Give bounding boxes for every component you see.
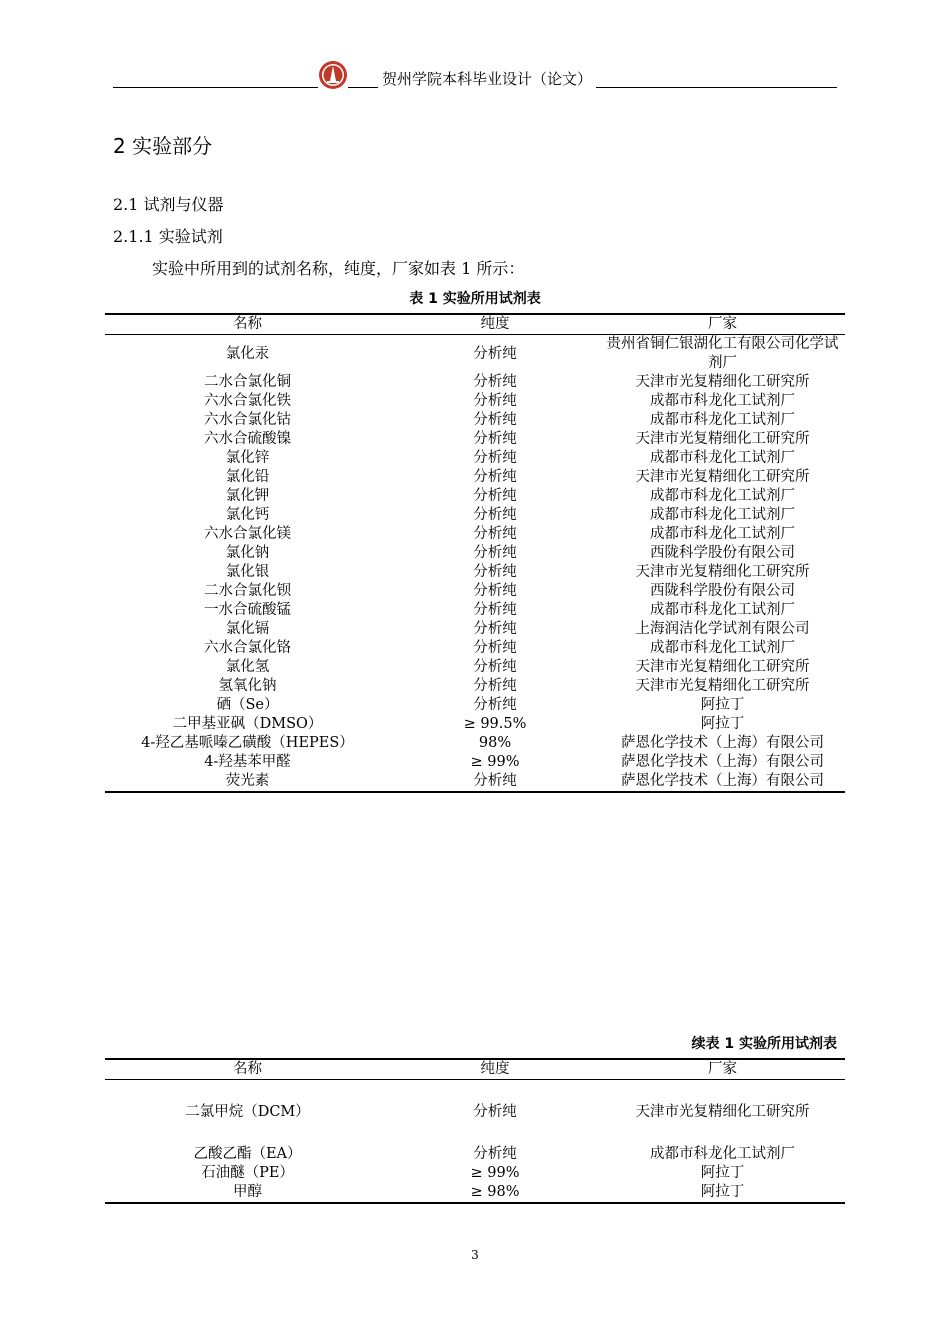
table-row [105, 506, 845, 525]
purity-cell: 分析纯 [473, 526, 517, 542]
purity-cell: ≥ 99% [470, 754, 520, 770]
purity-cell: 分析纯 [390, 772, 600, 792]
table-row [105, 335, 845, 374]
purity-cell: 分析纯 [473, 431, 517, 447]
reagent-name-cell: 氯化铅 [225, 469, 270, 485]
purity-cell: 分析纯 [473, 640, 517, 656]
purity-cell: 分析纯 [473, 602, 517, 618]
manufacturer-cell: 成都市科龙化工试剂厂 [650, 450, 795, 466]
manufacturer-cell: 天津市光复精细化工研究所 [635, 374, 810, 390]
table-row [105, 373, 845, 392]
table-row [105, 392, 845, 411]
table-row [105, 753, 845, 772]
purity-cell: 分析纯 [473, 659, 517, 675]
column-header-name: 名称 [105, 314, 390, 335]
manufacturer-cell: 成都市科龙化工试剂厂 [650, 507, 795, 523]
table-row [105, 1080, 845, 1146]
table-row [105, 582, 845, 601]
subsection-title: 2.1.1 实验试剂 [113, 227, 223, 246]
reagent-name-cell: 氯化银 [225, 564, 270, 580]
manufacturer-cell: 成都市科龙化工试剂厂 [650, 640, 795, 656]
manufacturer-cell: 天津市光复精细化工研究所 [635, 469, 810, 485]
manufacturer-cell: 天津市光复精细化工研究所 [635, 1104, 810, 1120]
section-title: 2.1 试剂与仪器 [113, 195, 224, 214]
page-number: 3 [471, 1248, 479, 1262]
reagent-name-cell: 氯化钙 [225, 507, 270, 523]
manufacturer-cell: 西陇科学股份有限公司 [650, 545, 795, 561]
table-row [105, 449, 845, 468]
purity-cell: 分析纯 [473, 469, 517, 485]
manufacturer-cell: 萨恩化学技术（上海）有限公司 [600, 772, 845, 792]
chapter-title: 2 实验部分 [113, 134, 213, 158]
manufacturer-cell: 成都市科龙化工试剂厂 [650, 412, 795, 428]
manufacturer-cell: 成都市科龙化工试剂厂 [650, 1146, 795, 1162]
purity-cell: 分析纯 [473, 1146, 517, 1162]
purity-cell: 分析纯 [473, 488, 517, 504]
reagent-name-cell: 4-羟基苯甲醛 [204, 754, 291, 770]
reagent-name-cell: 氯化镉 [225, 621, 270, 637]
manufacturer-cell: 成都市科龙化工试剂厂 [650, 488, 795, 504]
reagent-table-continued [105, 1058, 845, 1204]
column-header-name: 名称 [105, 1059, 390, 1080]
table1-caption: 表 1 实验所用试剂表 [409, 291, 541, 307]
reagent-name-cell: 一水合硫酸锰 [204, 602, 291, 618]
manufacturer-cell: 阿拉丁 [700, 716, 745, 732]
reagent-name-cell: 六水合氯化镁 [204, 526, 291, 542]
table-row [105, 658, 845, 677]
manufacturer-cell: 萨恩化学技术（上海）有限公司 [621, 754, 824, 770]
table-row [105, 620, 845, 639]
reagent-name-cell: 二氯甲烷（DCM） [185, 1104, 310, 1120]
table-row [105, 696, 845, 715]
table-row [105, 715, 845, 734]
purity-cell: 分析纯 [473, 450, 517, 466]
manufacturer-cell: 成都市科龙化工试剂厂 [650, 602, 795, 618]
reagent-name-cell: 六水合氯化铁 [204, 393, 291, 409]
manufacturer-cell: 阿拉丁 [700, 1165, 745, 1181]
manufacturer-cell: 阿拉丁 [700, 697, 745, 713]
manufacturer-cell: 天津市光复精细化工研究所 [635, 659, 810, 675]
purity-cell: 分析纯 [473, 1104, 517, 1120]
table-row [105, 601, 845, 620]
reagent-name-cell: 氢氧化钠 [218, 678, 277, 694]
manufacturer-cell: 天津市光复精细化工研究所 [635, 431, 810, 447]
header-title: 贺州学院本科毕业设计（论文） [378, 68, 596, 89]
column-header-manufacturer: 厂家 [600, 314, 845, 335]
purity-cell: ≥ 99% [470, 1165, 520, 1181]
purity-cell: 分析纯 [473, 412, 517, 428]
manufacturer-cell: 西陇科学股份有限公司 [650, 583, 795, 599]
table-row [105, 468, 845, 487]
university-seal-icon [318, 60, 348, 90]
reagent-name-cell: 乙酸乙酯（EA） [193, 1146, 302, 1162]
purity-cell: 分析纯 [473, 393, 517, 409]
table-row [105, 487, 845, 506]
table-row [105, 430, 845, 449]
manufacturer-cell: 上海润洁化学试剂有限公司 [635, 621, 810, 637]
manufacturer-cell: 萨恩化学技术（上海）有限公司 [621, 735, 824, 751]
table-row [105, 411, 845, 430]
table-row [105, 544, 845, 563]
intro-paragraph: 实验中所用到的试剂名称，纯度，厂家如表 1 所示： [152, 259, 525, 278]
purity-cell: 分析纯 [473, 621, 517, 637]
column-header-purity: 纯度 [390, 314, 600, 335]
table-header-row [105, 314, 845, 335]
reagent-name-cell: 甲醇 [105, 1183, 390, 1203]
purity-cell: 分析纯 [473, 545, 517, 561]
table-row [105, 1164, 845, 1183]
reagent-name-cell: 二水合氯化钡 [204, 583, 291, 599]
manufacturer-cell: 阿拉丁 [600, 1183, 845, 1203]
purity-cell: 分析纯 [473, 374, 517, 390]
table-row [105, 1145, 845, 1164]
purity-cell: 分析纯 [473, 564, 517, 580]
purity-cell: 分析纯 [473, 678, 517, 694]
purity-cell: ≥ 98% [390, 1183, 600, 1203]
reagent-name-cell: 氯化汞 [225, 345, 270, 362]
table-row [105, 1183, 845, 1203]
purity-cell: 分析纯 [473, 507, 517, 523]
reagent-name-cell: 氯化钾 [225, 488, 270, 504]
reagent-name-cell: 二甲基亚砜（DMSO） [172, 716, 323, 732]
manufacturer-cell: 贵州省铜仁银湖化工有限公司化学试剂厂 [606, 336, 839, 371]
column-header-manufacturer: 厂家 [600, 1059, 845, 1080]
reagent-name-cell: 六水合硫酸镍 [204, 431, 291, 447]
table2-caption: 续表 1 实验所用试剂表 [691, 1036, 837, 1052]
reagent-table [105, 313, 845, 793]
reagent-name-cell: 二水合氯化铜 [204, 374, 291, 390]
reagent-name-cell: 氯化锌 [225, 450, 270, 466]
purity-cell: 分析纯 [473, 697, 517, 713]
table-row [105, 772, 845, 792]
reagent-name-cell: 六水合氯化钴 [204, 412, 291, 428]
table-row [105, 677, 845, 696]
reagent-name-cell: 氯化氢 [225, 659, 270, 675]
table-row [105, 525, 845, 544]
manufacturer-cell: 成都市科龙化工试剂厂 [650, 526, 795, 542]
purity-cell: 分析纯 [473, 583, 517, 599]
table-row [105, 639, 845, 658]
reagent-name-cell: 石油醚（PE） [201, 1165, 294, 1181]
manufacturer-cell: 天津市光复精细化工研究所 [635, 678, 810, 694]
table-row [105, 563, 845, 582]
reagent-name-cell: 4-羟乙基哌嗪乙磺酸（HEPES） [141, 735, 354, 751]
purity-cell: 分析纯 [473, 345, 517, 362]
reagent-name-cell: 荧光素 [105, 772, 390, 792]
page-header [113, 60, 837, 88]
purity-cell: ≥ 99.5% [463, 716, 527, 732]
manufacturer-cell: 天津市光复精细化工研究所 [635, 564, 810, 580]
table-row [105, 734, 845, 753]
reagent-name-cell: 六水合氯化铬 [204, 640, 291, 656]
purity-cell: 98% [478, 735, 512, 751]
manufacturer-cell: 成都市科龙化工试剂厂 [650, 393, 795, 409]
reagent-name-cell: 氯化钠 [225, 545, 270, 561]
table-header-row [105, 1059, 845, 1080]
reagent-name-cell: 硒（Se） [216, 697, 279, 713]
column-header-purity: 纯度 [390, 1059, 600, 1080]
